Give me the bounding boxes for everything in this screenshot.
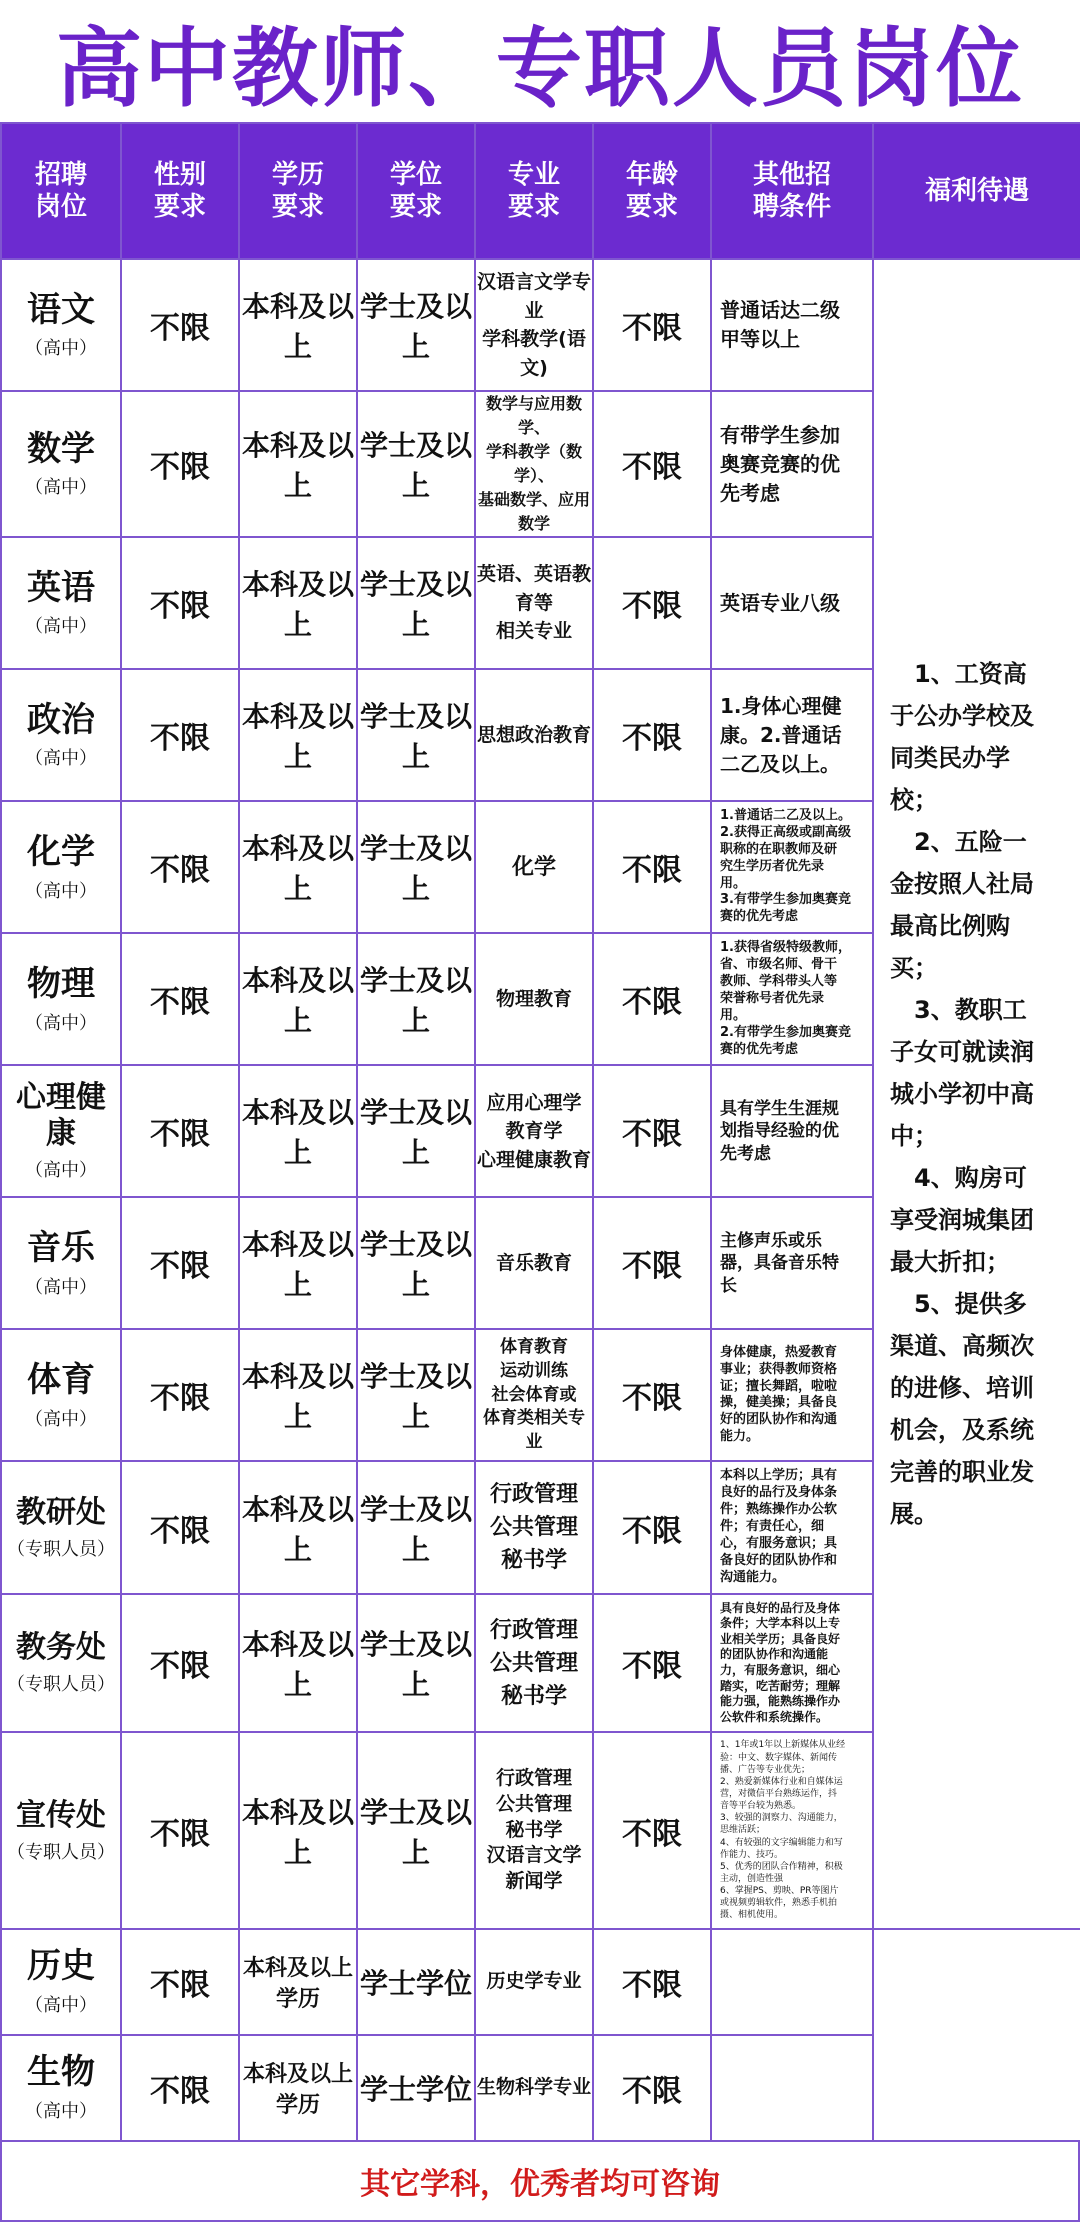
other-cell: [711, 2035, 873, 2141]
degree-cell: 学士及以上: [357, 391, 475, 537]
major-cell: 音乐教育: [475, 1197, 593, 1329]
education-cell: 本科及以上: [239, 1197, 357, 1329]
other-cell: [711, 1929, 873, 2035]
major-cell: 物理教育: [475, 933, 593, 1065]
post-level: （高中）: [25, 748, 97, 770]
major-cell: 数学与应用数学、 学科教学（数学）、 基础数学、应用数学: [475, 391, 593, 537]
post-cell: [1, 1197, 121, 1329]
post-name: 化学: [27, 831, 95, 872]
header-gender: 性别 要求: [121, 123, 239, 259]
education-cell: 本科及以上学历: [239, 1929, 357, 2035]
age-cell: 不限: [593, 1197, 711, 1329]
gender-cell: 不限: [121, 1594, 239, 1733]
degree-cell: 学士及以上: [357, 669, 475, 801]
gender-cell: 不限: [121, 1732, 239, 1928]
age-cell: 不限: [593, 933, 711, 1065]
post-level: （高中）: [25, 477, 97, 499]
gender-cell: 不限: [121, 1197, 239, 1329]
post-level: （专职人员）: [7, 1841, 115, 1863]
other-cell: 1.身体心理健 康。2.普通话 二乙及以上。: [711, 669, 873, 801]
post-name: 体育: [27, 1360, 95, 1401]
post-cell: [1, 259, 121, 391]
gender-cell: 不限: [121, 1329, 239, 1461]
post-name: 教研处: [16, 1494, 106, 1530]
header-major: 专业 要求: [475, 123, 593, 259]
degree-cell: 学士及以上: [357, 1065, 475, 1197]
education-cell: 本科及以上: [239, 933, 357, 1065]
gender-cell: 不限: [121, 1929, 239, 2035]
post-name: 英语: [27, 567, 95, 608]
other-cell: 具有学生生涯规 划指导经验的优 先考虑: [711, 1065, 873, 1197]
age-cell: 不限: [593, 1594, 711, 1733]
welfare-empty-cell: [873, 1929, 1080, 2141]
post-name: 数学: [27, 428, 95, 469]
other-cell: 主修声乐或乐 器，具备音乐特 长: [711, 1197, 873, 1329]
header-age: 年龄 要求: [593, 123, 711, 259]
major-cell: 应用心理学 教育学 心理健康教育: [475, 1065, 593, 1197]
post-name: 心理健康: [16, 1080, 106, 1152]
major-cell: 思想政治教育: [475, 669, 593, 801]
post-cell: [1, 933, 121, 1065]
post-cell: [1, 1594, 121, 1733]
post-name: 教务处: [16, 1630, 106, 1666]
age-cell: 不限: [593, 1065, 711, 1197]
age-cell: 不限: [593, 2035, 711, 2141]
header-post: 招聘 岗位: [1, 123, 121, 259]
header-row: [1, 123, 1080, 259]
age-cell: 不限: [593, 537, 711, 669]
post-name: 政治: [27, 699, 95, 740]
degree-cell: 学士及以上: [357, 1594, 475, 1733]
post-level: （高中）: [25, 1276, 97, 1298]
other-cell: 英语专业八级: [711, 537, 873, 669]
post-cell: [1, 669, 121, 801]
post-cell: [1, 1065, 121, 1197]
age-cell: 不限: [593, 1732, 711, 1928]
education-cell: 本科及以上: [239, 537, 357, 669]
degree-cell: 学士及以上: [357, 801, 475, 933]
education-cell: 本科及以上: [239, 259, 357, 391]
post-level: （高中）: [25, 1160, 97, 1182]
post-level: （专职人员）: [7, 1674, 115, 1696]
post-level: （高中）: [25, 880, 97, 902]
gender-cell: 不限: [121, 933, 239, 1065]
degree-cell: 学士及以上: [357, 933, 475, 1065]
degree-cell: 学士及以上: [357, 1329, 475, 1461]
header-education: 学历 要求: [239, 123, 357, 259]
welfare-cell: 1、工资高 于公办学校及 同类民办学 校； 2、五险一 金按照人社局 最高比例购 买； 3、教职工 子女可就读润 城小学初中高 中； 4、购房可 享受润城集团 最大折扣； 5、提供多 渠道、高频次 的进修、培训 机会，及系统 完善的职业发 展。: [873, 259, 1080, 1929]
header-welfare: 福利待遇: [873, 123, 1080, 259]
age-cell: 不限: [593, 1329, 711, 1461]
post-name: 音乐: [27, 1228, 95, 1269]
post-cell: [1, 801, 121, 933]
post-cell: [1, 2035, 121, 2141]
post-name: 历史: [27, 1946, 95, 1987]
post-name: 物理: [27, 963, 95, 1004]
degree-cell: 学士及以上: [357, 259, 475, 391]
post-cell: [1, 537, 121, 669]
header-degree: 学位 要求: [357, 123, 475, 259]
post-cell: [1, 1329, 121, 1461]
age-cell: 不限: [593, 1929, 711, 2035]
education-cell: 本科及以上: [239, 801, 357, 933]
gender-cell: 不限: [121, 669, 239, 801]
other-cell: 1.获得省级特级教师， 省、市级名师、骨干 教师、学科带头人等 荣誉称号者优先录 用。 2.有带学生参加奥赛竞 赛的优先考虑: [711, 933, 873, 1065]
gender-cell: 不限: [121, 537, 239, 669]
post-level: （高中）: [25, 1994, 97, 2016]
education-cell: 本科及以上: [239, 391, 357, 537]
age-cell: 不限: [593, 391, 711, 537]
major-cell: 体育教育 运动训练 社会体育或 体育类相关专业: [475, 1329, 593, 1461]
post-level: （高中）: [25, 2100, 97, 2122]
education-cell: 本科及以上: [239, 1732, 357, 1928]
table-row: [1, 259, 1080, 391]
gender-cell: 不限: [121, 1065, 239, 1197]
post-name: 宣传处: [16, 1797, 106, 1833]
major-cell: 行政管理 公共管理 秘书学: [475, 1461, 593, 1593]
major-cell: 历史学专业: [475, 1929, 593, 2035]
degree-cell: 学士及以上: [357, 1732, 475, 1928]
education-cell: 本科及以上: [239, 1329, 357, 1461]
degree-cell: 学士及以上: [357, 537, 475, 669]
post-level: （高中）: [25, 338, 97, 360]
post-level: （专职人员）: [7, 1538, 115, 1560]
header-other: 其他招 聘条件: [711, 123, 873, 259]
gender-cell: 不限: [121, 1461, 239, 1593]
age-cell: 不限: [593, 669, 711, 801]
education-cell: 本科及以上: [239, 1065, 357, 1197]
education-cell: 本科及以上: [239, 1461, 357, 1593]
post-cell: [1, 391, 121, 537]
post-cell: [1, 1461, 121, 1593]
post-name: 生物: [27, 2052, 95, 2093]
gender-cell: 不限: [121, 259, 239, 391]
age-cell: 不限: [593, 801, 711, 933]
footer-note: 其它学科，优秀者均可咨询: [0, 2142, 1080, 2222]
education-cell: 本科及以上: [239, 669, 357, 801]
post-name: 语文: [27, 289, 95, 330]
major-cell: 英语、英语教育等 相关专业: [475, 537, 593, 669]
post-level: （高中）: [25, 1408, 97, 1430]
page-title: 高中教师、专职人员岗位: [56, 19, 1024, 119]
other-cell: 有带学生参加 奥赛竞赛的优 先考虑: [711, 391, 873, 537]
degree-cell: 学士及以上: [357, 1461, 475, 1593]
age-cell: 不限: [593, 1461, 711, 1593]
age-cell: 不限: [593, 259, 711, 391]
major-cell: 行政管理 公共管理 秘书学 汉语言文学 新闻学: [475, 1732, 593, 1928]
other-cell: 普通话达二级 甲等以上: [711, 259, 873, 391]
other-cell: 身体健康，热爱教育 事业；获得教师资格 证；擅长舞蹈，啦啦 操，健美操；具备良 好的团队协作和沟通 能力。: [711, 1329, 873, 1461]
education-cell: 本科及以上学历: [239, 2035, 357, 2141]
post-cell: [1, 1929, 121, 2035]
degree-cell: 学士及以上: [357, 1197, 475, 1329]
gender-cell: 不限: [121, 391, 239, 537]
degree-cell: 学士学位: [357, 1929, 475, 2035]
table-row: [1, 1929, 1080, 2035]
major-cell: 行政管理 公共管理 秘书学: [475, 1594, 593, 1733]
major-cell: 生物科学专业: [475, 2035, 593, 2141]
major-cell: 汉语言文学专业 学科教学(语文): [475, 259, 593, 391]
education-cell: 本科及以上: [239, 1594, 357, 1733]
recruitment-table: [0, 122, 1080, 2142]
post-cell: [1, 1732, 121, 1928]
gender-cell: 不限: [121, 801, 239, 933]
post-level: （高中）: [25, 1012, 97, 1034]
major-cell: 化学: [475, 801, 593, 933]
other-cell: 1.普通话二乙及以上。 2.获得正高级或副高级 职称的在职教师及研 究生学历者优先录 用。 3.有带学生参加奥赛竞 赛的优先考虑: [711, 801, 873, 933]
other-cell: 1、1年或1年以上新媒体从业经 验：中文、数字媒体、新闻传 播、广告等专业优先； 2、熟爱新媒体行业和自媒体运 营，对微信平台熟练运作，抖 音等平台较为熟悉。 3、较强的洞察力、沟通能力， 思维活跃； 4、有较强的文字编辑能力和写 作能力、技巧。 5、优秀的团队合作精神，积极 主动，创造性强 6、掌握PS、剪映、PR等图片 或视频剪辑软件，熟悉手机拍 摄、相机使用。: [711, 1732, 873, 1928]
gender-cell: 不限: [121, 2035, 239, 2141]
other-cell: 本科以上学历；具有 良好的品行及身体条 件；熟练操作办公软 件；有责任心，细 心，有服务意识；具 备良好的团队协作和 沟通能力。: [711, 1461, 873, 1593]
other-cell: 具有良好的品行及身体 条件；大学本科以上专 业相关学历；具备良好 的团队协作和沟通能 力，有服务意识，细心 踏实，吃苦耐劳；理解 能力强，能熟练操作办 公软件和系统操作。: [711, 1594, 873, 1733]
degree-cell: 学士学位: [357, 2035, 475, 2141]
post-level: （高中）: [25, 616, 97, 638]
